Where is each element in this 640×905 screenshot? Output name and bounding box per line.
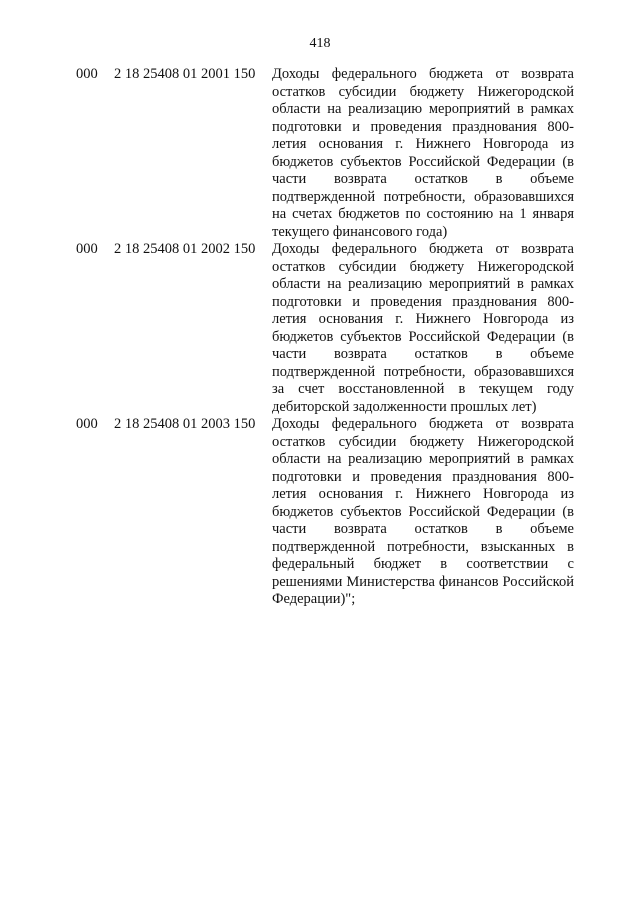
- admin-code: 000: [76, 416, 98, 432]
- admin-code: 000: [76, 241, 98, 257]
- revenue-entry-2003: [76, 416, 576, 609]
- revenue-description: Доходы федерального бюджета от возврата остатков субсидии бюджету Нижегородской области на реализацию мероприятий в рамках подготовки и проведения празднования 800-летия основания г. Нижнего Новгорода из бюджетов субъектов Российской Федерации (в части возврата остатков в объеме подтвержденной потребности, образовавшихся на счетах бюджетов по состоянию на 1 января текущего финансового года): [272, 66, 574, 240]
- revenue-description: Доходы федерального бюджета от возврата остатков субсидии бюджету Нижегородской области на реализацию мероприятий в рамках подготовки и проведения празднования 800-летия основания г. Нижнего Новгорода из бюджетов субъектов Российской Федерации (в части возврата остатков в объеме подтвержденной потребности, образовавшихся за счет восстановленной в текущем году дебиторской задолженности прошлых лет): [272, 241, 574, 415]
- classification-code: 2 18 25408 01 2003 150: [114, 416, 256, 432]
- classification-code: 2 18 25408 01 2001 150: [114, 66, 256, 82]
- revenue-entry-2002: [76, 241, 576, 416]
- classification-code: 2 18 25408 01 2002 150: [114, 241, 256, 257]
- revenue-code-list: [76, 66, 576, 609]
- admin-code: 000: [76, 66, 98, 82]
- page-number: 418: [309, 36, 331, 51]
- revenue-description: Доходы федерального бюджета от возврата остатков субсидии бюджету Нижегородской области на реализацию мероприятий в рамках подготовки и проведения празднования 800-летия основания г. Нижнего Новгорода из бюджетов субъектов Российской Федерации (в части возврата остатков в объеме подтвержденной потребности, взысканных в федеральный бюджет в соответствии с решениями Министерства финансов Российской Федерации)";: [272, 416, 574, 607]
- revenue-entry-2001: [76, 66, 576, 241]
